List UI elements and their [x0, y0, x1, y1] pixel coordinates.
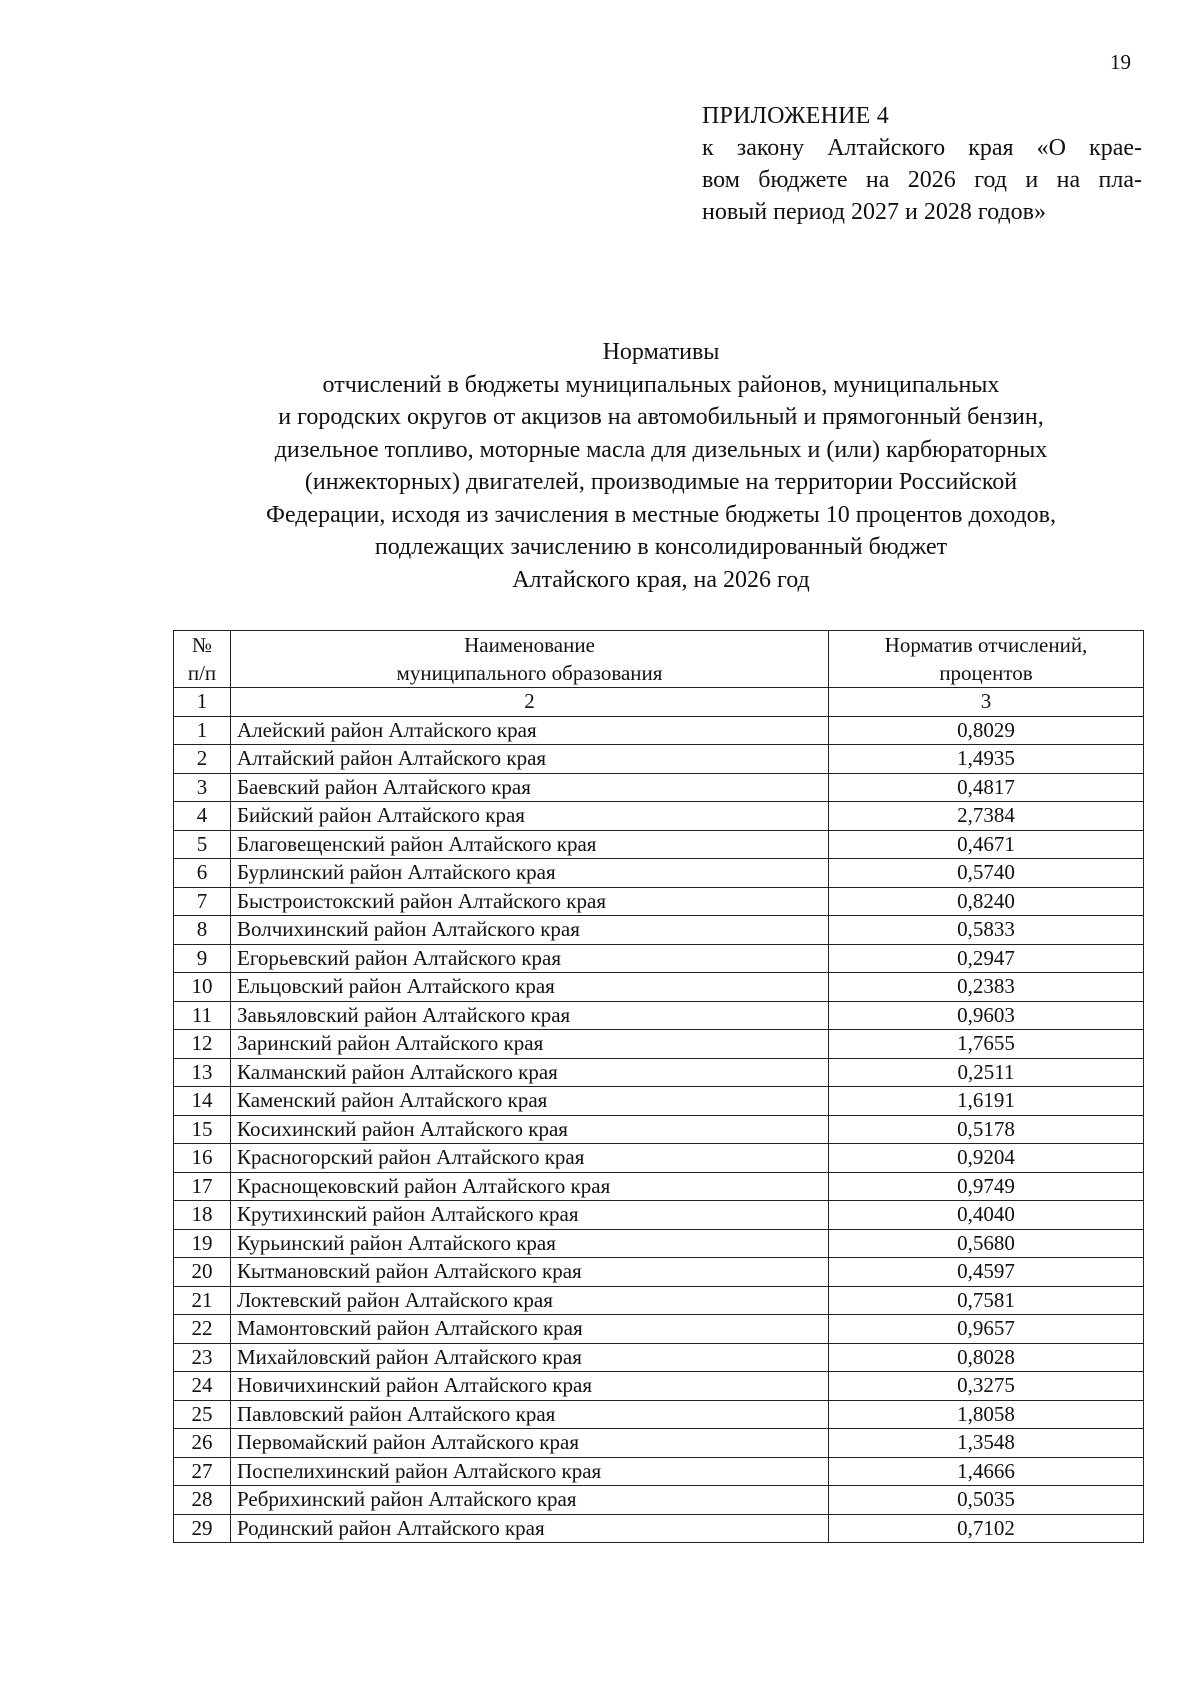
table-row — [174, 1087, 1144, 1116]
row-name-cell: Первомайский район Алтайского края — [231, 1429, 829, 1458]
row-name-cell: Ельцовский район Алтайского края — [231, 973, 829, 1002]
title-line: Федерации, исходя из зачисления в местные бюджеты 10 процентов доходов, — [265, 501, 1057, 528]
column-index-cell: 1 — [174, 688, 231, 717]
table-row — [174, 1514, 1144, 1543]
row-name-cell: Ребрихинский район Алтайского края — [231, 1486, 829, 1515]
header-value-line2: процентов — [939, 661, 1033, 685]
row-name-cell: Кытмановский район Алтайского края — [231, 1258, 829, 1287]
row-value-cell: 2,7384 — [829, 802, 1144, 831]
row-value-cell: 0,4671 — [829, 830, 1144, 859]
row-name-cell: Новичихинский район Алтайского края — [231, 1372, 829, 1401]
row-num-cell: 7 — [174, 887, 231, 916]
header-num-line2: п/п — [187, 661, 217, 685]
row-num-cell: 12 — [174, 1030, 231, 1059]
row-name-cell: Бийский район Алтайского края — [231, 802, 829, 831]
row-name-cell: Мамонтовский район Алтайского края — [231, 1315, 829, 1344]
table-row — [174, 1201, 1144, 1230]
row-value-cell: 1,4666 — [829, 1457, 1144, 1486]
title-line: Нормативы — [602, 339, 720, 365]
table-row — [174, 1457, 1144, 1486]
table-header-row — [174, 631, 1144, 688]
row-name-cell: Баевский район Алтайского края — [231, 773, 829, 802]
appendix-line: вом бюджете на 2026 год и на пла- — [702, 167, 1142, 193]
row-value-cell: 0,2947 — [829, 944, 1144, 973]
row-name-cell: Курьинский район Алтайского края — [231, 1229, 829, 1258]
title-line: и городских округов от акцизов на автомобильный и прямогонный бензин, — [278, 404, 1044, 430]
row-name-cell: Бурлинский район Алтайского края — [231, 859, 829, 888]
row-value-cell: 1,4935 — [829, 745, 1144, 774]
row-value-cell: 0,7581 — [829, 1286, 1144, 1315]
table-row — [174, 1429, 1144, 1458]
column-index-cell: 3 — [829, 688, 1144, 717]
table-row — [174, 1058, 1144, 1087]
appendix-line: к закону Алтайского края «О крае- — [702, 135, 1142, 161]
row-name-cell: Крутихинский район Алтайского края — [231, 1201, 829, 1230]
row-num-cell: 13 — [174, 1058, 231, 1087]
row-value-cell: 0,9603 — [829, 1001, 1144, 1030]
row-value-cell: 0,9749 — [829, 1172, 1144, 1201]
row-num-cell: 19 — [174, 1229, 231, 1258]
row-value-cell: 1,3548 — [829, 1429, 1144, 1458]
table-row — [174, 887, 1144, 916]
row-value-cell: 0,5833 — [829, 916, 1144, 945]
appendix-line: новый период 2027 и 2028 годов» — [702, 199, 1046, 225]
row-name-cell: Локтевский район Алтайского края — [231, 1286, 829, 1315]
title-line: дизельное топливо, моторные масла для дизельных и (или) карбюраторных — [274, 436, 1048, 463]
row-value-cell: 0,5035 — [829, 1486, 1144, 1515]
row-num-cell: 9 — [174, 944, 231, 973]
table-row — [174, 1030, 1144, 1059]
row-value-cell: 1,7655 — [829, 1030, 1144, 1059]
row-value-cell: 0,8240 — [829, 887, 1144, 916]
row-value-cell: 0,4597 — [829, 1258, 1144, 1287]
row-name-cell: Косихинский район Алтайского края — [231, 1115, 829, 1144]
row-num-cell: 3 — [174, 773, 231, 802]
row-name-cell: Павловский район Алтайского края — [231, 1400, 829, 1429]
header-name-cell — [231, 631, 829, 688]
title-line: (инжекторных) двигателей, производимые на территории Российской — [304, 469, 1018, 495]
row-num-cell: 27 — [174, 1457, 231, 1486]
row-name-cell: Алейский район Алтайского края — [231, 716, 829, 745]
row-name-cell: Каменский район Алтайского края — [231, 1087, 829, 1116]
row-name-cell: Благовещенский район Алтайского края — [231, 830, 829, 859]
header-name-line2: муниципального образования — [396, 661, 663, 685]
row-num-cell: 23 — [174, 1343, 231, 1372]
table-row — [174, 716, 1144, 745]
norms-table-body — [174, 631, 1144, 1543]
row-num-cell: 24 — [174, 1372, 231, 1401]
row-name-cell: Егорьевский район Алтайского края — [231, 944, 829, 973]
page-number: 19 — [1110, 50, 1131, 74]
row-name-cell: Заринский район Алтайского края — [231, 1030, 829, 1059]
row-value-cell: 0,5178 — [829, 1115, 1144, 1144]
row-num-cell: 14 — [174, 1087, 231, 1116]
table-row — [174, 830, 1144, 859]
table-row — [174, 802, 1144, 831]
appendix-header — [702, 100, 1142, 228]
column-index-cell: 2 — [231, 688, 829, 717]
table-row — [174, 1400, 1144, 1429]
table-row — [174, 1001, 1144, 1030]
table-row — [174, 1115, 1144, 1144]
row-name-cell: Алтайский район Алтайского края — [231, 745, 829, 774]
row-value-cell: 0,9657 — [829, 1315, 1144, 1344]
document-title — [140, 336, 1182, 596]
title-line: подлежащих зачислению в консолидированный бюджет — [374, 534, 948, 560]
row-num-cell: 15 — [174, 1115, 231, 1144]
table-row — [174, 973, 1144, 1002]
row-value-cell: 0,4040 — [829, 1201, 1144, 1230]
table-row — [174, 773, 1144, 802]
title-line: отчислений в бюджеты муниципальных районов, муниципальных — [322, 371, 1000, 398]
row-name-cell: Калманский район Алтайского края — [231, 1058, 829, 1087]
table-row — [174, 859, 1144, 888]
row-num-cell: 22 — [174, 1315, 231, 1344]
table-row — [174, 1315, 1144, 1344]
table-row — [174, 1286, 1144, 1315]
row-num-cell: 11 — [174, 1001, 231, 1030]
row-value-cell: 0,5740 — [829, 859, 1144, 888]
row-num-cell: 1 — [174, 716, 231, 745]
row-name-cell: Завьяловский район Алтайского края — [231, 1001, 829, 1030]
row-num-cell: 28 — [174, 1486, 231, 1515]
row-value-cell: 0,5680 — [829, 1229, 1144, 1258]
row-num-cell: 17 — [174, 1172, 231, 1201]
row-name-cell: Краснощековский район Алтайского края — [231, 1172, 829, 1201]
table-row — [174, 1144, 1144, 1173]
row-value-cell: 1,6191 — [829, 1087, 1144, 1116]
norms-table — [173, 630, 1144, 1543]
row-num-cell: 4 — [174, 802, 231, 831]
row-num-cell: 2 — [174, 745, 231, 774]
row-num-cell: 29 — [174, 1514, 231, 1543]
row-value-cell: 0,8029 — [829, 716, 1144, 745]
row-name-cell: Красногорский район Алтайского края — [231, 1144, 829, 1173]
table-row — [174, 916, 1144, 945]
row-name-cell: Быстроистокский район Алтайского края — [231, 887, 829, 916]
row-value-cell: 0,9204 — [829, 1144, 1144, 1173]
title-line: Алтайского края, на 2026 год — [512, 566, 810, 593]
row-num-cell: 20 — [174, 1258, 231, 1287]
row-num-cell: 21 — [174, 1286, 231, 1315]
header-value-line1: Норматив отчислений, — [884, 633, 1088, 657]
row-num-cell: 25 — [174, 1400, 231, 1429]
table-row — [174, 944, 1144, 973]
row-value-cell: 0,8028 — [829, 1343, 1144, 1372]
row-value-cell: 0,2383 — [829, 973, 1144, 1002]
row-value-cell: 0,3275 — [829, 1372, 1144, 1401]
row-num-cell: 18 — [174, 1201, 231, 1230]
row-num-cell: 8 — [174, 916, 231, 945]
table-row — [174, 1343, 1144, 1372]
row-name-cell: Волчихинский район Алтайского края — [231, 916, 829, 945]
row-value-cell: 0,2511 — [829, 1058, 1144, 1087]
row-num-cell: 10 — [174, 973, 231, 1002]
table-row — [174, 1172, 1144, 1201]
header-value-cell — [829, 631, 1144, 688]
row-name-cell: Родинский район Алтайского края — [231, 1514, 829, 1543]
appendix-title: ПРИЛОЖЕНИЕ 4 — [702, 103, 889, 129]
row-value-cell: 1,8058 — [829, 1400, 1144, 1429]
table-row — [174, 745, 1144, 774]
table-row — [174, 1258, 1144, 1287]
row-name-cell: Михайловский район Алтайского края — [231, 1343, 829, 1372]
row-num-cell: 6 — [174, 859, 231, 888]
row-num-cell: 5 — [174, 830, 231, 859]
table-row — [174, 1486, 1144, 1515]
header-name-line1: Наименование — [464, 633, 595, 657]
header-num-line1: № — [191, 633, 213, 657]
table-row — [174, 1229, 1144, 1258]
row-num-cell: 16 — [174, 1144, 231, 1173]
header-num-cell — [174, 631, 231, 688]
row-name-cell: Поспелихинский район Алтайского края — [231, 1457, 829, 1486]
row-value-cell: 0,7102 — [829, 1514, 1144, 1543]
row-value-cell: 0,4817 — [829, 773, 1144, 802]
row-num-cell: 26 — [174, 1429, 231, 1458]
table-row — [174, 1372, 1144, 1401]
column-index-row — [174, 688, 1144, 717]
